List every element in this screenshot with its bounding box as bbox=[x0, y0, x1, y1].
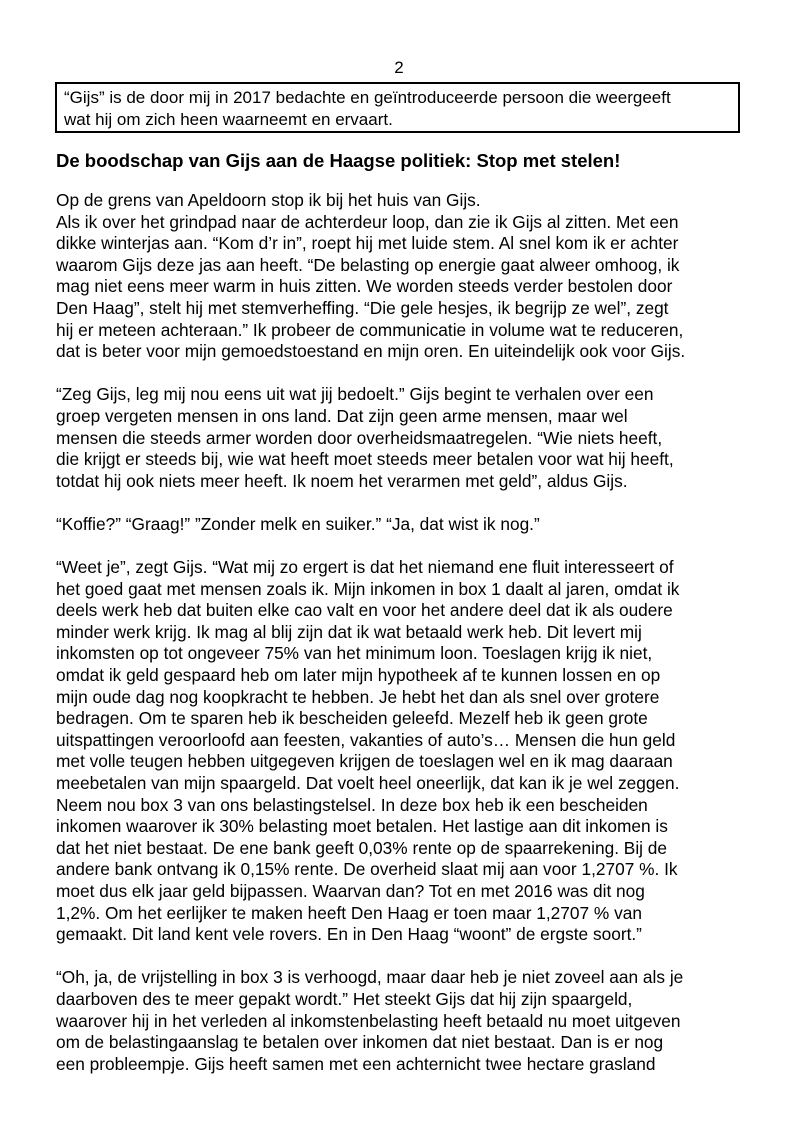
text-line: omdat ik geld gespaard heb om later mijn hypotheek af te kunnen lossen en op bbox=[56, 665, 661, 686]
text-line: moet dus elk jaar geld bijpassen. Waarvan dan? Tot en met 2016 was dit nog bbox=[56, 881, 645, 901]
text-line: mijn oude dag nog koopkracht te hebben. Je hebt het dan als snel over grotere bbox=[56, 686, 660, 707]
article-body bbox=[56, 190, 746, 1097]
intro-note-line: “Gijs” is de door mij in 2017 bedachte en geïntroduceerde persoon die weergeeft bbox=[64, 88, 671, 107]
text-line: Als ik over het grindpad naar de achterdeur loop, dan zie ik Gijs al zitten. Met een bbox=[56, 211, 679, 232]
text-line: waarover hij in het verleden al inkomstenbelasting heeft betaald nu moet uitgeven bbox=[56, 1010, 681, 1031]
text-line: meebetalen van mijn spaargeld. Dat voelt heel oneerlijk, dat kan ik je wel zeggen. bbox=[56, 773, 680, 794]
text-line: dikke winterjas aan. “Kom d’r in”, roept hij met luide stem. Al snel kom ik er achter bbox=[56, 233, 679, 254]
text-line: die krijgt er steeds bij, wie wat heeft moet steeds meer betalen voor wat hij heeft, bbox=[56, 449, 674, 470]
text-line: totdat hij ook niets meer heeft. Ik noem het verarmen met geld”, aldus Gijs. bbox=[56, 470, 628, 491]
text-line: andere bank ontvang ik 0,15% rente. De overheid slaat mij aan voor 1,2707 %. Ik bbox=[56, 859, 678, 880]
paragraph-coffee bbox=[56, 514, 746, 536]
text-line: Op de grens van Apeldoorn stop ik bij het huis van Gijs. bbox=[56, 190, 481, 210]
intro-note-box bbox=[55, 82, 740, 133]
text-line: “Oh, ja, de vrijstelling in box 3 is verhoogd, maar daar heb je niet zoveel aan als je bbox=[56, 967, 684, 988]
text-line: minder werk krijg. Ik mag al blij zijn dat ik wat betaald werk heb. Dit levert mij bbox=[56, 621, 642, 642]
paragraph-arrival bbox=[56, 190, 746, 363]
text-line: mag niet eens meer warm in huis zitten. We worden steeds verder bestolen door bbox=[56, 276, 673, 297]
text-line: groep vergeten mensen in ons land. Dat zijn geen arme mensen, maar wel bbox=[56, 405, 628, 426]
intro-note-line: wat hij om zich heen waarneemt en ervaart. bbox=[64, 109, 393, 129]
text-line: hij er meteen achteraan.” Ik probeer de communicatie in volume wat te reduceren, bbox=[56, 319, 684, 340]
paragraph-complaint bbox=[56, 557, 746, 946]
text-line: Den Haag”, stelt hij met stemverheffing. “Die gele hesjes, ik begrijp ze wel”, zegt bbox=[56, 297, 669, 318]
page-number: 2 bbox=[394, 58, 404, 77]
text-line: mensen die steeds armer worden door overheidsmaatregelen. “Wie niets heeft, bbox=[56, 427, 663, 448]
text-line: deels werk heb dat buiten elke cao valt en voor het andere deel dat ik als oudere bbox=[56, 600, 673, 621]
text-line: waarom Gijs deze jas aan heeft. “De belasting op energie gaat alweer omhoog, ik bbox=[56, 254, 680, 275]
text-line: dat het niet bestaat. De ene bank geeft 0,03% rente op de spaarrekening. Bij de bbox=[56, 837, 668, 858]
text-line: bedragen. Om te sparen heb ik bescheiden geleefd. Mezelf heb ik geen grote bbox=[56, 708, 648, 729]
text-line: inkomsten op tot ongeveer 75% van het minimum loon. Toeslagen krijg ik niet, bbox=[56, 643, 653, 664]
text-line: “Koffie?” “Graag!” ”Zonder melk en suiker.” “Ja, dat wist ik nog.” bbox=[56, 513, 540, 534]
text-line: met volle teugen hebben uitgegeven krijgen de toeslagen wel en ik mag daaraan bbox=[56, 751, 673, 772]
text-line: Neem nou box 3 van ons belastingstelsel. In deze box heb ik een bescheiden bbox=[56, 794, 648, 815]
paragraph-exemption bbox=[56, 967, 746, 1075]
text-line: dat is beter voor mijn gemoedstoestand en mijn oren. En uiteindelijk ook voor Gijs. bbox=[56, 341, 686, 362]
text-line: “Weet je”, zegt Gijs. “Wat mij zo ergert is dat het niemand ene fluit interesseert of bbox=[56, 557, 674, 578]
text-line: inkomen waarover ik 30% belasting moet betalen. Het lastige aan dit inkomen is bbox=[56, 816, 668, 837]
text-line: om de belastingaanslag te betalen over inkomen dat niet bestaat. Dan is er nog bbox=[56, 1032, 664, 1053]
text-line: gemaakt. Dit land kent vele rovers. En in Den Haag “woont” de ergste soort.” bbox=[56, 924, 642, 945]
paragraph-explanation bbox=[56, 384, 746, 492]
text-line: “Zeg Gijs, leg mij nou eens uit wat jij bedoelt.” Gijs begint te verhalen over een bbox=[56, 384, 654, 405]
text-line: uitspattingen veroorloofd aan feesten, vakanties of auto’s… Mensen die hun geld bbox=[56, 729, 676, 750]
text-line: een probleempje. Gijs heeft samen met een achternicht twee hectare grasland bbox=[56, 1053, 656, 1074]
article-title: De boodschap van Gijs aan de Haagse politiek: Stop met stelen! bbox=[56, 150, 621, 171]
text-line: daarboven des te meer gepakt wordt.” Het steekt Gijs dat hij zijn spaargeld, bbox=[56, 988, 633, 1009]
text-line: het goed gaat met mensen zoals ik. Mijn inkomen in box 1 daalt al jaren, omdat ik bbox=[56, 578, 680, 599]
text-line: 1,2%. Om het eerlijker te maken heeft Den Haag er toen maar 1,2707 % van bbox=[56, 902, 642, 923]
